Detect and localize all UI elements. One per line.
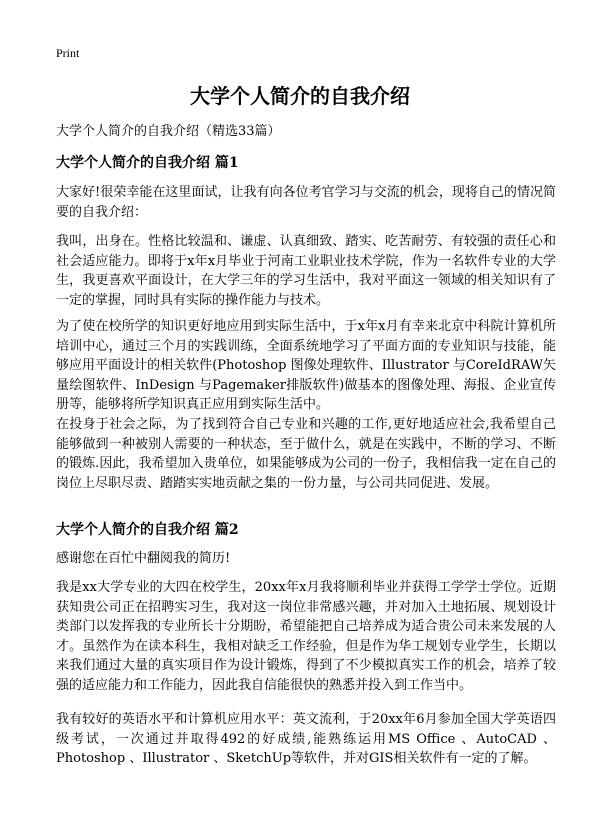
document-subtitle: 大学个人简介的自我介绍（精选33篇） [56,124,281,139]
section-heading-2: 大学个人简介的自我介绍 篇2 [56,522,239,538]
section-2-paragraph-1: 感谢您在百忙中翻阅我的简历! [56,551,231,566]
page-title: 大学个人简介的自我介绍 [190,84,410,108]
section-1-paragraph-1: 大家好!很荣幸能在这里面试，让我有向各位考官学习与交流的机会，现将自己的情况简要的自我介绍： [56,185,556,220]
section-heading-1: 大学个人简介的自我介绍 篇1 [56,155,239,171]
section-1-paragraph-2: 我叫，出身在。性格比较温和、谦虚、认真细致、踏实、吃苦耐劳、有较强的责任心和社会适应能力。即将于x年x月毕业于河南工业职业技术学院，作为一名软件专业的大学生，我更喜欢平面设计，在大学三年的学习生活中，我对平面这一领域的相关知识有了一定的掌握，同时具有实际的操作能力与技术。 [56,234,556,308]
section-1-paragraph-3: 为了使在校所学的知识更好地应用到实际生活中，于x年x月有幸来北京中科院计算机所培训中心，通过三个月的实践训练，全面系统地学习了平面方面的专业知识与技能，能够应用平面设计的相关软件(Photoshop 图像处理软件、Illustrator 与CoreIdRAW矢量绘图软件、InDesign 与Pagemaker排版软件)做基本的图像处理、海报、企业宣传册等，能够将所学知识真正应用到实际生活中。 [56,319,556,412]
print-link[interactable]: Print [56,46,80,60]
section-2-paragraph-3: 我有较好的英语水平和计算机应用水平：英文流利，于20xx年6月参加全国大学英语四级考试，一次通过并取得492的好成绩,能熟练运用MS Office 、AutoCAD 、Photoshop 、Illustrator 、SketchUp等软件，并对GIS相关软件有一定的了解。 [56,712,556,766]
section-2-paragraph-2: 我是xx大学专业的大四在校学生，20xx年x月我将顺利毕业并获得工学学士学位。近期获知贵公司正在招聘实习生，我对这一岗位非常感兴趣，并对加入土地拓展、规划设计类部门以发挥我的专业所长十分期盼，希望能把自己培养成为适合贵公司未来发展的人才。虽然作为在读本科生，我相对缺乏工作经验，但是作为华工规划专业学生，长期以来我们通过大量的真实项目作为设计锻炼，得到了不少模拟真实工作的机会，培养了较强的适应能力和工作能力，因此我自信能很快的熟悉并投入到工作当中。 [56,580,556,693]
section-1-paragraph-4: 在投身于社会之际，为了找到符合自己专业和兴趣的工作,更好地适应社会,我希望自己能够做到一种被别人需要的一种状态，至于做什么，就是在实践中，不断的学习、不断的锻炼.因此，我希望加入贵单位，如果能够成为公司的一份子，我相信我一定在自己的岗位上尽职尽责、踏踏实实地贡献之集的一份力量，与公司共同促进、发展。 [56,417,556,491]
